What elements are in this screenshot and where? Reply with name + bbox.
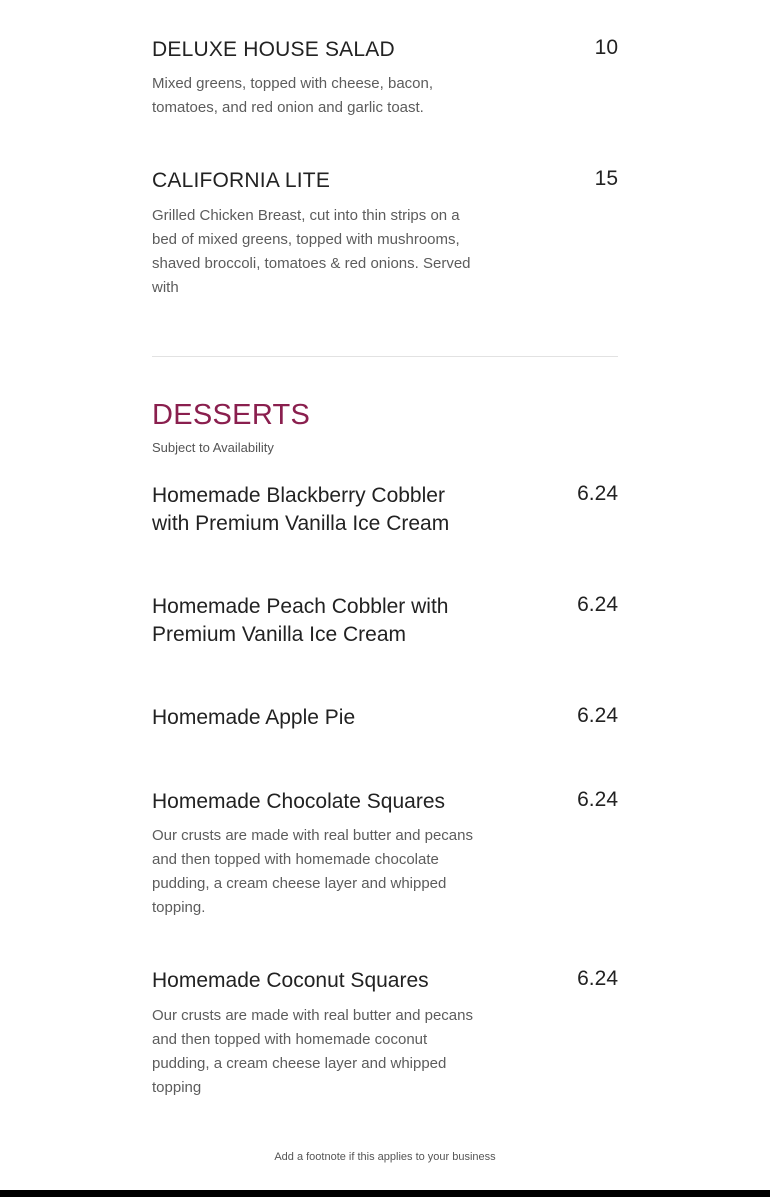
item-name: Homemade Apple Pie: [152, 706, 356, 729]
item-description: Our crusts are made with real butter and pecans and then topped with homemade coconut pudding, a cream cheese layer and whipped topping: [152, 1007, 473, 1096]
item-description: Mixed greens, topped with cheese, bacon, tomatoes, and red onion and garlic toast.: [152, 75, 434, 116]
item-price: 10: [594, 36, 618, 59]
item-price: 6.24: [577, 482, 618, 505]
item-price: 6.24: [577, 967, 618, 990]
section-title-desserts: DESSERTS: [152, 399, 311, 431]
item-price: 6.24: [577, 593, 618, 616]
item-description: Grilled Chicken Breast, cut into thin strips on a bed of mixed greens, topped with mushrooms, shaved broccoli, tomatoes & red onions. Served with: [152, 207, 471, 296]
item-price: 6.24: [577, 788, 618, 811]
item-price: 6.24: [577, 704, 618, 727]
item-name: DELUXE HOUSE SALAD: [152, 38, 395, 61]
item-description: Our crusts are made with real butter and pecans and then topped with homemade chocolate pudding, a cream cheese layer and whipped topping.: [152, 827, 473, 916]
section-divider: [152, 356, 618, 357]
footnote: Add a footnote if this applies to your business: [274, 1151, 496, 1163]
section-subtitle: Subject to Availability: [152, 440, 274, 455]
item-name: Homemade Peach Cobbler with Premium Vanilla Ice Cream: [152, 595, 449, 646]
item-price: 15: [594, 167, 618, 190]
bottom-bar: [0, 1190, 770, 1197]
item-name: Homemade Coconut Squares: [152, 969, 429, 992]
item-name: Homemade Chocolate Squares: [152, 790, 445, 813]
item-name: Homemade Blackberry Cobbler with Premium Vanilla Ice Cream: [152, 484, 450, 535]
item-name: CALIFORNIA LITE: [152, 169, 331, 192]
